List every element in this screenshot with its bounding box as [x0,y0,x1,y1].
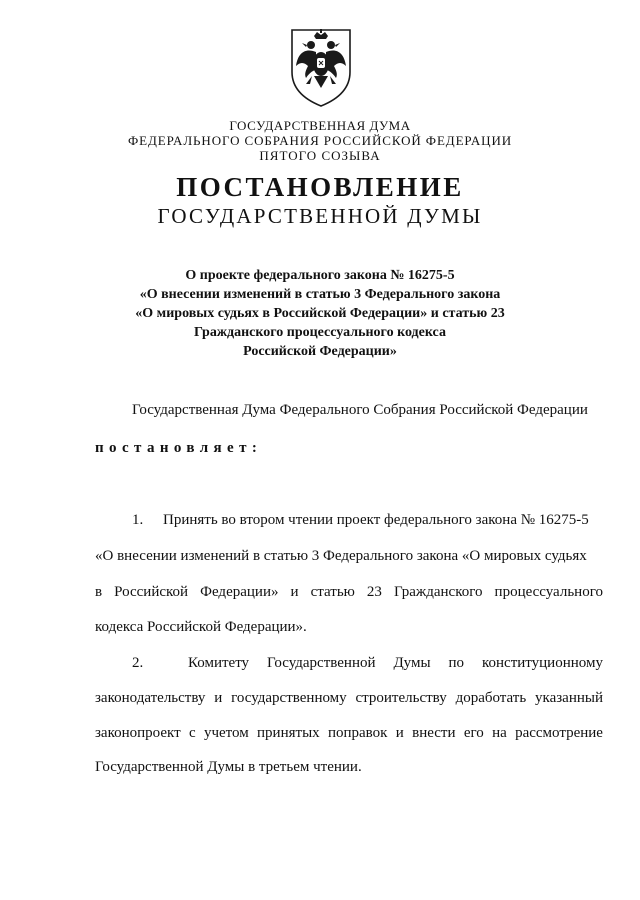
word: Гражданского [393,584,483,600]
word: 23 [366,584,382,600]
word: с [188,725,196,741]
word: по [448,655,465,671]
issuer-parent: ФЕДЕРАЛЬНОГО СОБРАНИЯ РОССИЙСКОЙ ФЕДЕРАЦИИ [127,133,513,148]
word: законопроект [95,725,181,741]
word: Комитету [188,655,250,671]
word: статью [310,584,355,600]
word: и [395,725,404,741]
item-1-line: «О внесении изменений в статью 3 Федерального закона «О мировых судьях [95,548,587,564]
item-number: 2. [132,655,144,671]
subject-line: Гражданского процессуального кодекса [194,325,446,340]
word: рассмотрение [515,725,603,741]
item-2-line [95,690,603,707]
word: конституционному [482,655,603,671]
issuer-name: ГОСУДАРСТВЕННАЯ ДУМА [229,118,411,133]
word: внести [412,725,456,741]
word: законодательству [95,690,206,706]
document-subject [0,266,640,361]
word: в [95,584,103,600]
word: строительству [355,690,447,706]
word: на [492,725,507,741]
document-issuer-title: ГОСУДАРСТВЕННОЙ ДУМЫ [157,204,483,228]
word: принятых [257,725,320,741]
word: доработать [455,690,527,706]
word: его [463,725,484,741]
item-2-line [188,655,603,672]
subject-line: «О мировых судьях в Российской Федерации» и статью 23 [135,306,505,321]
item-2-line [95,725,603,742]
subject-line: О проекте федерального закона № 16275-5 [185,268,455,283]
coat-of-arms-icon [286,26,356,108]
convocation: ПЯТОГО СОЗЫВА [259,148,381,163]
word: процессуального [494,584,603,600]
word: Думы [393,655,431,671]
word: и [290,584,299,600]
item-number: 1. [132,512,144,528]
resolves-word: постановляет: [95,440,263,456]
subject-line: «О внесении изменений в статью 3 Федерального закона [139,287,501,302]
document-type-title: ПОСТАНОВЛЕНИЕ [176,172,464,202]
item-2-line: Государственной Думы в третьем чтении. [95,759,362,775]
word: и [214,690,223,706]
item-1-line [95,584,603,601]
word: поправок [327,725,388,741]
word: государственному [231,690,347,706]
word: Государственной [267,655,376,671]
item-1-line: Принять во втором чтении проект федерального закона № 16275-5 [163,512,589,528]
item-1-line: кодекса Российской Федерации». [95,619,307,635]
word: учетом [203,725,249,741]
word: Федерации» [200,584,279,600]
preamble: Государственная Дума Федерального Собрания Российской Федерации [132,402,588,418]
word: указанный [535,690,603,706]
word: Российской [114,584,189,600]
subject-line: Российской Федерации» [243,344,397,359]
